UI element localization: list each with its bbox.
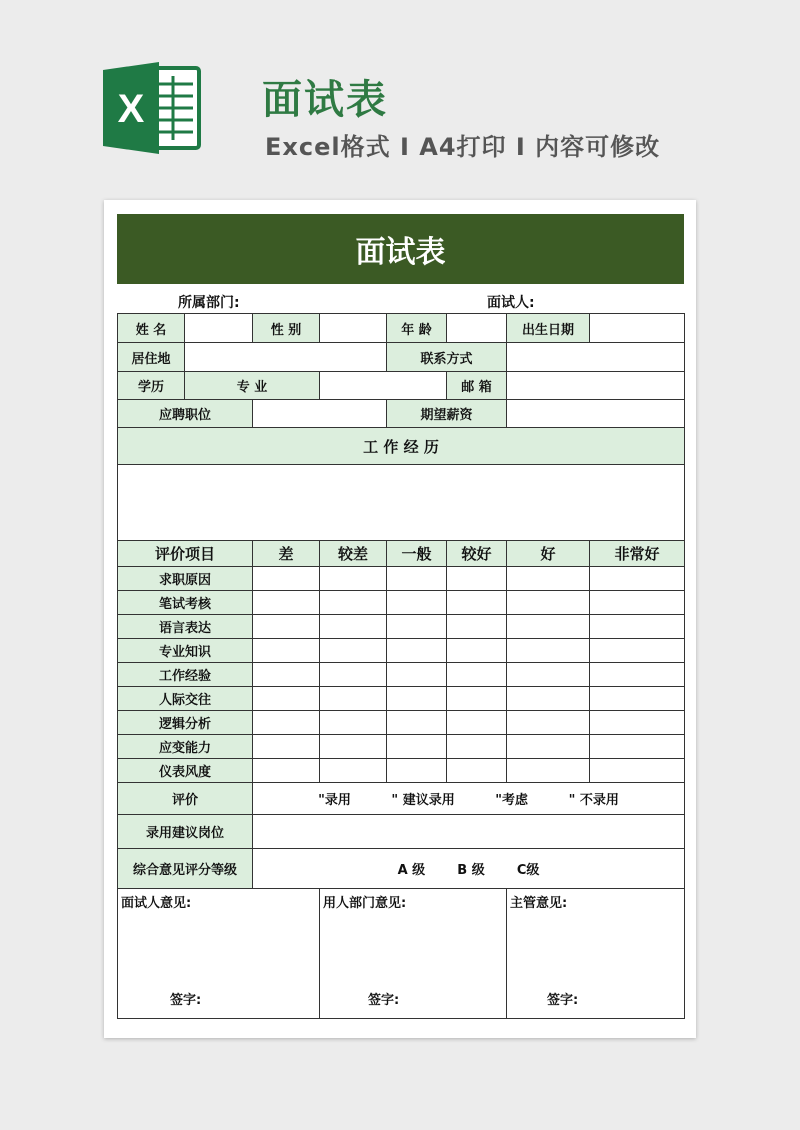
eval-cell[interactable] <box>253 711 320 735</box>
grade-options <box>253 849 685 889</box>
eval-cell[interactable] <box>590 591 685 615</box>
eval-cell[interactable] <box>447 591 507 615</box>
eval-cell[interactable] <box>387 759 447 783</box>
department-signature-label: 签字: <box>368 993 400 1008</box>
eval-cell[interactable] <box>447 759 507 783</box>
rating-option-suggest[interactable]: " 建议录用 <box>391 793 455 808</box>
level-header: 好 <box>507 541 590 567</box>
department-opinion-box[interactable] <box>320 889 507 1019</box>
eval-cell[interactable] <box>253 663 320 687</box>
recommend-position-input[interactable] <box>253 815 685 849</box>
name-input[interactable] <box>185 314 253 343</box>
contact-label: 联系方式 <box>387 343 507 372</box>
rating-option-hire[interactable]: "录用 <box>318 793 351 808</box>
level-header: 差 <box>253 541 320 567</box>
eval-cell[interactable] <box>253 615 320 639</box>
page-header <box>0 0 800 190</box>
eval-cell[interactable] <box>447 711 507 735</box>
salary-label: 期望薪资 <box>387 400 507 428</box>
eval-cell[interactable] <box>590 663 685 687</box>
eval-cell[interactable] <box>387 591 447 615</box>
eval-item-label: 求职原因 <box>118 567 253 591</box>
interviewer-signature-label: 签字: <box>170 993 202 1008</box>
interviewer-opinion-label: 面试人意见: <box>121 896 192 911</box>
eval-cell[interactable] <box>507 639 590 663</box>
eval-item-label: 工作经验 <box>118 663 253 687</box>
eval-cell[interactable] <box>387 711 447 735</box>
eval-cell[interactable] <box>447 663 507 687</box>
eval-item-label: 语言表达 <box>118 615 253 639</box>
manager-opinion-label: 主管意见: <box>510 896 568 911</box>
interviewer-opinion-box[interactable] <box>118 889 320 1019</box>
eval-item-label: 应变能力 <box>118 735 253 759</box>
birth-date-input[interactable] <box>590 314 685 343</box>
work-history-input[interactable] <box>118 465 685 541</box>
eval-cell[interactable] <box>447 615 507 639</box>
age-input[interactable] <box>447 314 507 343</box>
level-header: 较好 <box>447 541 507 567</box>
eval-cell[interactable] <box>590 639 685 663</box>
page-subtitle: Excel格式 I A4打印 I 内容可修改 <box>265 133 661 161</box>
eval-cell[interactable] <box>507 567 590 591</box>
eval-row <box>118 615 685 639</box>
eval-cell[interactable] <box>590 711 685 735</box>
eval-cell[interactable] <box>253 735 320 759</box>
eval-cell[interactable] <box>253 567 320 591</box>
eval-cell[interactable] <box>320 639 387 663</box>
eval-item-label: 专业知识 <box>118 639 253 663</box>
grade-option-b[interactable]: B 级 <box>457 863 485 878</box>
education-label: 学历 <box>118 372 185 400</box>
name-label: 姓 名 <box>118 314 185 343</box>
svg-text:X: X <box>117 87 145 131</box>
gender-input[interactable] <box>320 314 387 343</box>
eval-row <box>118 567 685 591</box>
eval-cell[interactable] <box>387 735 447 759</box>
birth-date-label: 出生日期 <box>507 314 590 343</box>
level-header: 一般 <box>387 541 447 567</box>
email-label: 邮 箱 <box>447 372 507 400</box>
eval-cell[interactable] <box>253 591 320 615</box>
address-input[interactable] <box>185 343 387 372</box>
eval-item-label: 逻辑分析 <box>118 711 253 735</box>
manager-signature-label: 签字: <box>547 993 579 1008</box>
eval-row <box>118 759 685 783</box>
eval-cell[interactable] <box>320 615 387 639</box>
eval-cell[interactable] <box>507 591 590 615</box>
eval-cell[interactable] <box>590 687 685 711</box>
level-header: 较差 <box>320 541 387 567</box>
eval-cell[interactable] <box>507 735 590 759</box>
eval-cell[interactable] <box>320 567 387 591</box>
rating-option-reject[interactable]: " 不录用 <box>568 793 619 808</box>
eval-cell[interactable] <box>387 639 447 663</box>
eval-cell[interactable] <box>507 711 590 735</box>
eval-cell[interactable] <box>447 687 507 711</box>
eval-cell[interactable] <box>447 567 507 591</box>
eval-cell[interactable] <box>387 663 447 687</box>
overall-grade-label: 综合意见评分等级 <box>118 849 253 889</box>
eval-header: 评价项目 <box>118 541 253 567</box>
eval-cell[interactable] <box>590 615 685 639</box>
eval-item-label: 人际交往 <box>118 687 253 711</box>
eval-cell[interactable] <box>387 567 447 591</box>
form-title-banner: 面试表 <box>117 214 684 284</box>
eval-cell[interactable] <box>253 639 320 663</box>
age-label: 年 龄 <box>387 314 447 343</box>
major-label: 专 业 <box>185 372 320 400</box>
eval-cell[interactable] <box>253 759 320 783</box>
department-opinion-label: 用人部门意见: <box>323 896 407 911</box>
rating-options <box>253 783 685 815</box>
excel-icon <box>103 62 203 154</box>
eval-cell[interactable] <box>507 759 590 783</box>
page-title: 面试表 <box>262 77 388 123</box>
eval-cell[interactable] <box>507 687 590 711</box>
eval-cell[interactable] <box>590 735 685 759</box>
eval-row <box>118 663 685 687</box>
contact-input[interactable] <box>507 343 685 372</box>
eval-cell[interactable] <box>320 591 387 615</box>
interview-form-table <box>117 313 685 1019</box>
salary-input[interactable] <box>507 400 685 428</box>
eval-cell[interactable] <box>590 759 685 783</box>
eval-cell[interactable] <box>447 639 507 663</box>
eval-cell[interactable] <box>507 615 590 639</box>
gender-label: 性 别 <box>253 314 320 343</box>
level-header: 非常好 <box>590 541 685 567</box>
eval-item-label: 仪表风度 <box>118 759 253 783</box>
eval-cell[interactable] <box>447 735 507 759</box>
email-input[interactable] <box>507 372 685 400</box>
grade-option-c[interactable]: C级 <box>516 863 540 878</box>
eval-cell[interactable] <box>320 663 387 687</box>
major-input[interactable] <box>320 372 447 400</box>
rating-option-consider[interactable]: "考虑 <box>495 793 529 808</box>
interviewer-label: 面试人: <box>487 295 535 311</box>
eval-cell[interactable] <box>320 735 387 759</box>
eval-item-label: 笔试考核 <box>118 591 253 615</box>
eval-cell[interactable] <box>387 687 447 711</box>
work-history-header: 工 作 经 历 <box>118 428 685 465</box>
recommend-position-label: 录用建议岗位 <box>118 815 253 849</box>
eval-row <box>118 687 685 711</box>
department-label: 所属部门: <box>178 295 240 311</box>
rating-label: 评价 <box>118 783 253 815</box>
manager-opinion-box[interactable] <box>507 889 685 1019</box>
eval-cell[interactable] <box>590 567 685 591</box>
eval-cell[interactable] <box>253 687 320 711</box>
position-label: 应聘职位 <box>118 400 253 428</box>
eval-cell[interactable] <box>320 759 387 783</box>
eval-row <box>118 639 685 663</box>
address-label: 居住地 <box>118 343 185 372</box>
eval-cell[interactable] <box>387 615 447 639</box>
eval-row <box>118 711 685 735</box>
eval-cell[interactable] <box>320 687 387 711</box>
grade-option-a[interactable]: A 级 <box>397 863 426 878</box>
position-input[interactable] <box>253 400 387 428</box>
eval-cell[interactable] <box>507 663 590 687</box>
eval-row <box>118 735 685 759</box>
eval-cell[interactable] <box>320 711 387 735</box>
eval-row <box>118 591 685 615</box>
